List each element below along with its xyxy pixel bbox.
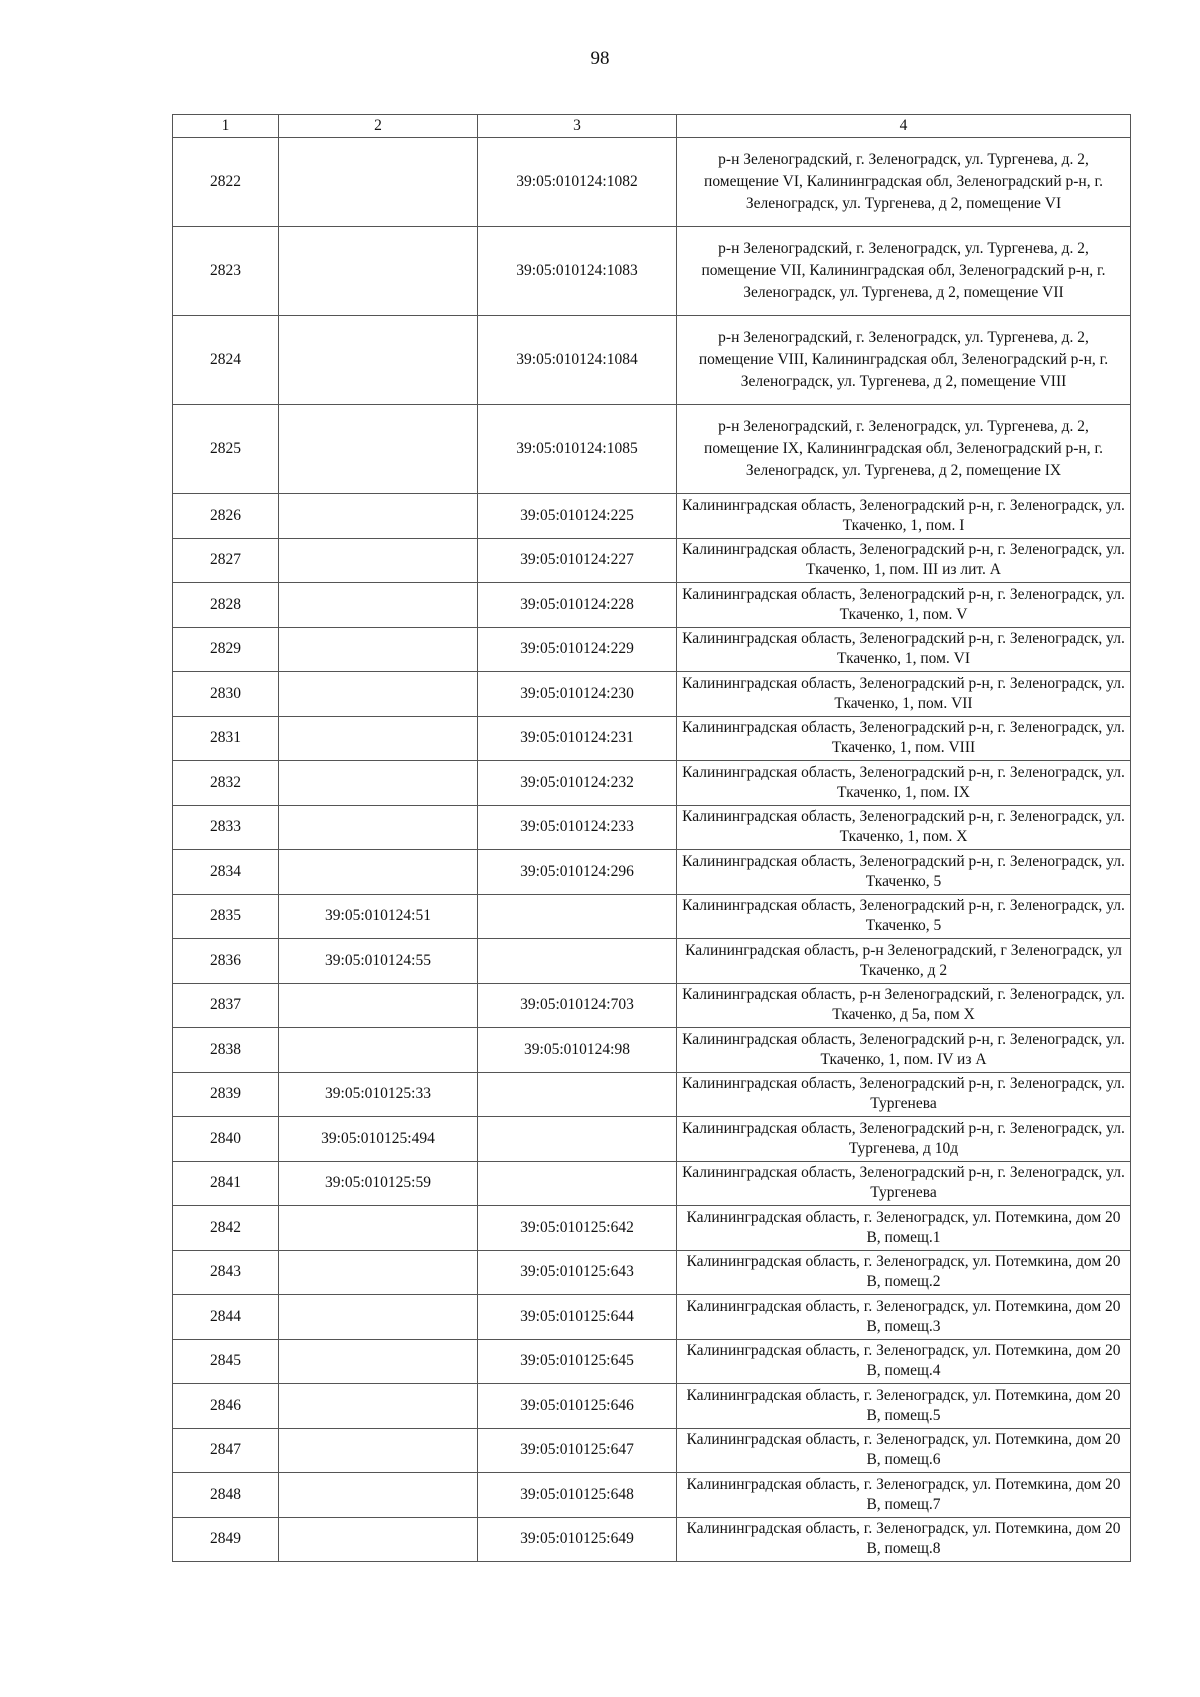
- land-cadastral-number: [279, 1517, 478, 1562]
- address: р-н Зеленоградский, г. Зеленоградск, ул. Тургенева, д. 2, помещение IX, Калининградская обл, Зеленоградский р-н, г. Зеленоградск, ул. Тургенева, д 2, помещение IX: [677, 405, 1131, 494]
- address: Калининградская область, р-н Зеленоградский, г Зеленоградск, ул Ткаченко, д 2: [677, 939, 1131, 984]
- row-number: 2832: [173, 761, 279, 806]
- table-row: [173, 1384, 1131, 1429]
- address: Калининградская область, г. Зеленоградск, ул. Потемкина, дом 20 В, помещ.8: [677, 1517, 1131, 1562]
- table-row: [173, 405, 1131, 494]
- address: Калининградская область, г. Зеленоградск, ул. Потемкина, дом 20 В, помещ.3: [677, 1295, 1131, 1340]
- table-row: [173, 716, 1131, 761]
- table-row: [173, 1517, 1131, 1562]
- address: Калининградская область, Зеленоградский р-н, г. Зеленоградск, ул. Ткаченко, 5: [677, 894, 1131, 939]
- page-number: 98: [590, 48, 610, 69]
- row-number: 2836: [173, 939, 279, 984]
- land-cadastral-number: [279, 1295, 478, 1340]
- object-cadastral-number: 39:05:010124:233: [478, 805, 677, 850]
- land-cadastral-number: [279, 1384, 478, 1429]
- address: Калининградская область, Зеленоградский р-н, г. Зеленоградск, ул. Ткаченко, 1, пом. VIII: [677, 716, 1131, 761]
- row-number: 2835: [173, 894, 279, 939]
- address: Калининградская область, г. Зеленоградск, ул. Потемкина, дом 20 В, помещ.5: [677, 1384, 1131, 1429]
- land-cadastral-number: [279, 761, 478, 806]
- row-number: 2825: [173, 405, 279, 494]
- table-row: [173, 1117, 1131, 1162]
- object-cadastral-number: 39:05:010124:1083: [478, 227, 677, 316]
- address: Калининградская область, Зеленоградский р-н, г. Зеленоградск, ул. Тургенева: [677, 1072, 1131, 1117]
- row-number: 2838: [173, 1028, 279, 1073]
- land-cadastral-number: [279, 805, 478, 850]
- row-number: 2843: [173, 1250, 279, 1295]
- address: Калининградская область, Зеленоградский р-н, г. Зеленоградск, ул. Тургенева, д 10д: [677, 1117, 1131, 1162]
- table-row: [173, 138, 1131, 227]
- object-cadastral-number: 39:05:010125:644: [478, 1295, 677, 1340]
- object-cadastral-number: 39:05:010124:1085: [478, 405, 677, 494]
- object-cadastral-number: 39:05:010125:643: [478, 1250, 677, 1295]
- table-row: [173, 1072, 1131, 1117]
- land-cadastral-number: [279, 1206, 478, 1251]
- row-number: 2841: [173, 1161, 279, 1206]
- object-cadastral-number: [478, 939, 677, 984]
- object-cadastral-number: [478, 1117, 677, 1162]
- address: Калининградская область, Зеленоградский р-н, г. Зеленоградск, ул. Ткаченко, 1, пом. I: [677, 494, 1131, 539]
- object-cadastral-number: [478, 894, 677, 939]
- table-row: [173, 850, 1131, 895]
- row-number: 2831: [173, 716, 279, 761]
- address: Калининградская область, г. Зеленоградск, ул. Потемкина, дом 20 В, помещ.4: [677, 1339, 1131, 1384]
- object-cadastral-number: 39:05:010124:296: [478, 850, 677, 895]
- column-header-2: 2: [279, 115, 478, 138]
- address: Калининградская область, Зеленоградский р-н, г. Зеленоградск, ул. Ткаченко, 1, пом. VII: [677, 672, 1131, 717]
- row-number: 2846: [173, 1384, 279, 1429]
- object-cadastral-number: 39:05:010124:231: [478, 716, 677, 761]
- table-row: [173, 227, 1131, 316]
- address: Калининградская область, Зеленоградский р-н, г. Зеленоградск, ул. Тургенева: [677, 1161, 1131, 1206]
- row-number: 2829: [173, 627, 279, 672]
- object-cadastral-number: 39:05:010124:230: [478, 672, 677, 717]
- table-row: [173, 672, 1131, 717]
- land-cadastral-number: [279, 538, 478, 583]
- land-cadastral-number: 39:05:010124:51: [279, 894, 478, 939]
- object-cadastral-number: 39:05:010125:646: [478, 1384, 677, 1429]
- table-row: [173, 627, 1131, 672]
- land-cadastral-number: [279, 1028, 478, 1073]
- land-cadastral-number: [279, 1339, 478, 1384]
- address: Калининградская область, Зеленоградский р-н, г. Зеленоградск, ул. Ткаченко, 1, пом. VI: [677, 627, 1131, 672]
- table-row: [173, 316, 1131, 405]
- table-row: [173, 761, 1131, 806]
- column-header-1: 1: [173, 115, 279, 138]
- object-cadastral-number: [478, 1161, 677, 1206]
- table-row: [173, 805, 1131, 850]
- address: р-н Зеленоградский, г. Зеленоградск, ул. Тургенева, д. 2, помещение VIII, Калининградская обл, Зеленоградский р-н, г. Зеленоградск, ул. Тургенева, д 2, помещение VIII: [677, 316, 1131, 405]
- row-number: 2840: [173, 1117, 279, 1162]
- object-cadastral-number: 39:05:010124:232: [478, 761, 677, 806]
- land-cadastral-number: 39:05:010124:55: [279, 939, 478, 984]
- address: Калининградская область, Зеленоградский р-н, г. Зеленоградск, ул. Ткаченко, 5: [677, 850, 1131, 895]
- row-number: 2848: [173, 1473, 279, 1518]
- land-cadastral-number: [279, 1428, 478, 1473]
- land-cadastral-number: [279, 716, 478, 761]
- land-cadastral-number: [279, 138, 478, 227]
- object-cadastral-number: [478, 1072, 677, 1117]
- land-cadastral-number: [279, 1473, 478, 1518]
- header-row: [173, 115, 1131, 138]
- table-row: [173, 1250, 1131, 1295]
- object-cadastral-number: 39:05:010124:228: [478, 583, 677, 628]
- address: Калининградская область, г. Зеленоградск, ул. Потемкина, дом 20 В, помещ.7: [677, 1473, 1131, 1518]
- row-number: 2827: [173, 538, 279, 583]
- land-cadastral-number: [279, 627, 478, 672]
- address: Калининградская область, г. Зеленоградск, ул. Потемкина, дом 20 В, помещ.2: [677, 1250, 1131, 1295]
- land-cadastral-number: 39:05:010125:33: [279, 1072, 478, 1117]
- column-header-3: 3: [478, 115, 677, 138]
- table-row: [173, 583, 1131, 628]
- table-row: [173, 983, 1131, 1028]
- land-cadastral-number: [279, 494, 478, 539]
- row-number: 2842: [173, 1206, 279, 1251]
- row-number: 2839: [173, 1072, 279, 1117]
- address: Калининградская область, г. Зеленоградск, ул. Потемкина, дом 20 В, помещ.6: [677, 1428, 1131, 1473]
- address: Калининградская область, Зеленоградский р-н, г. Зеленоградск, ул. Ткаченко, 1, пом. V: [677, 583, 1131, 628]
- land-cadastral-number: 39:05:010125:494: [279, 1117, 478, 1162]
- table-row: [173, 939, 1131, 984]
- row-number: 2847: [173, 1428, 279, 1473]
- address: Калининградская область, р-н Зеленоградский, г. Зеленоградск, ул. Ткаченко, д 5а, пом X: [677, 983, 1131, 1028]
- row-number: 2845: [173, 1339, 279, 1384]
- row-number: 2828: [173, 583, 279, 628]
- column-header-4: 4: [677, 115, 1131, 138]
- land-cadastral-number: [279, 850, 478, 895]
- object-cadastral-number: 39:05:010125:648: [478, 1473, 677, 1518]
- address: Калининградская область, Зеленоградский р-н, г. Зеленоградск, ул. Ткаченко, 1, пом. IX: [677, 761, 1131, 806]
- table-row: [173, 1028, 1131, 1073]
- table-row: [173, 1428, 1131, 1473]
- address: р-н Зеленоградский, г. Зеленоградск, ул. Тургенева, д. 2, помещение VII, Калининградская обл, Зеленоградский р-н, г. Зеленоградск, ул. Тургенева, д 2, помещение VII: [677, 227, 1131, 316]
- table-row: [173, 1161, 1131, 1206]
- row-number: 2834: [173, 850, 279, 895]
- land-cadastral-number: [279, 672, 478, 717]
- land-cadastral-number: [279, 583, 478, 628]
- object-cadastral-number: 39:05:010124:1082: [478, 138, 677, 227]
- object-cadastral-number: 39:05:010124:98: [478, 1028, 677, 1073]
- row-number: 2824: [173, 316, 279, 405]
- object-cadastral-number: 39:05:010125:642: [478, 1206, 677, 1251]
- land-cadastral-number: 39:05:010125:59: [279, 1161, 478, 1206]
- row-number: 2822: [173, 138, 279, 227]
- object-cadastral-number: 39:05:010125:647: [478, 1428, 677, 1473]
- object-cadastral-number: 39:05:010124:703: [478, 983, 677, 1028]
- table-row: [173, 1339, 1131, 1384]
- table-row: [173, 494, 1131, 539]
- address: Калининградская область, Зеленоградский р-н, г. Зеленоградск, ул. Ткаченко, 1, пом. III из лит. А: [677, 538, 1131, 583]
- table-row: [173, 1295, 1131, 1340]
- table-row: [173, 1206, 1131, 1251]
- object-cadastral-number: 39:05:010125:645: [478, 1339, 677, 1384]
- land-cadastral-number: [279, 316, 478, 405]
- land-cadastral-number: [279, 983, 478, 1028]
- row-number: 2830: [173, 672, 279, 717]
- row-number: 2844: [173, 1295, 279, 1340]
- address: Калининградская область, Зеленоградский р-н, г. Зеленоградск, ул. Ткаченко, 1, пом. X: [677, 805, 1131, 850]
- row-number: 2826: [173, 494, 279, 539]
- address: р-н Зеленоградский, г. Зеленоградск, ул. Тургенева, д. 2, помещение VI, Калининградская обл, Зеленоградский р-н, г. Зеленоградск, ул. Тургенева, д 2, помещение VI: [677, 138, 1131, 227]
- object-cadastral-number: 39:05:010124:229: [478, 627, 677, 672]
- row-number: 2849: [173, 1517, 279, 1562]
- table-row: [173, 1473, 1131, 1518]
- address: Калининградская область, г. Зеленоградск, ул. Потемкина, дом 20 В, помещ.1: [677, 1206, 1131, 1251]
- address: Калининградская область, Зеленоградский р-н, г. Зеленоградск, ул. Ткаченко, 1, пом. IV из А: [677, 1028, 1131, 1073]
- row-number: 2833: [173, 805, 279, 850]
- row-number: 2823: [173, 227, 279, 316]
- object-cadastral-number: 39:05:010124:227: [478, 538, 677, 583]
- land-cadastral-number: [279, 405, 478, 494]
- table-row: [173, 538, 1131, 583]
- table-row: [173, 894, 1131, 939]
- object-cadastral-number: 39:05:010124:225: [478, 494, 677, 539]
- object-cadastral-number: 39:05:010125:649: [478, 1517, 677, 1562]
- registry-table: [172, 114, 1131, 1562]
- land-cadastral-number: [279, 227, 478, 316]
- land-cadastral-number: [279, 1250, 478, 1295]
- row-number: 2837: [173, 983, 279, 1028]
- object-cadastral-number: 39:05:010124:1084: [478, 316, 677, 405]
